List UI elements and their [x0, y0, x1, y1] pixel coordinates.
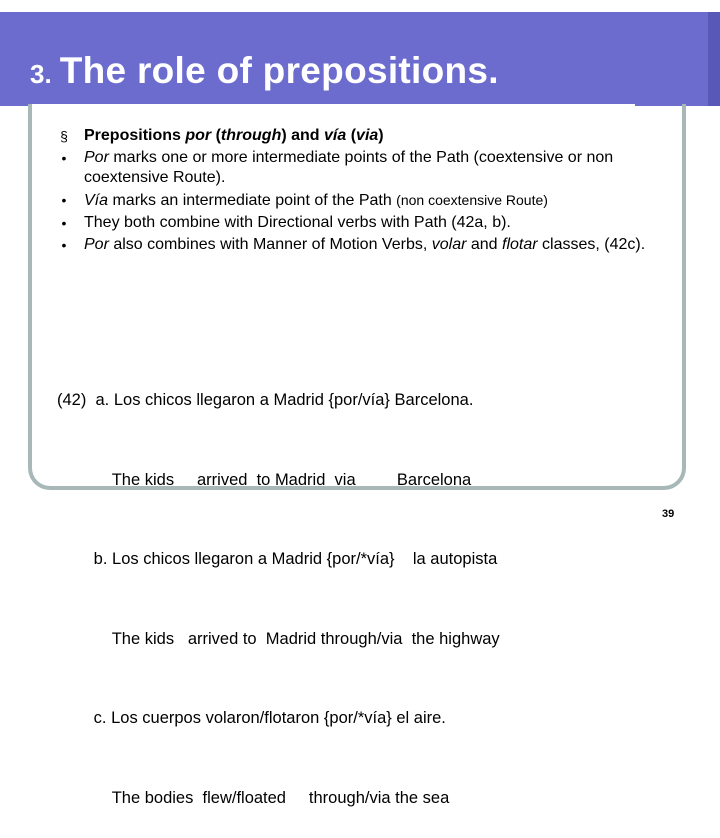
example-gloss-line: The bodies flew/floated through/via the sea: [57, 788, 450, 807]
bullet-dot-icon: •: [61, 215, 67, 231]
bullet-dot-icon: •: [61, 237, 67, 253]
example-gloss-line: The kids arrived to Madrid via Barcelona: [57, 470, 472, 489]
example-line: b. Los chicos llegaron a Madrid {por/*vía} la autopista: [57, 550, 498, 568]
bullet-text: Prepositions por (through) and vía (via): [84, 127, 384, 144]
bullet-item: [57, 126, 697, 146]
title-bar-shadow: [708, 12, 720, 106]
bullet-text: Por also combines with Manner of Motion Verbs, volar and flotar classes, (42c).: [84, 236, 646, 253]
slide-title-text: The role of prepositions.: [59, 50, 499, 91]
section-bullet-icon: §: [60, 128, 68, 144]
bullet-item: [57, 190, 697, 211]
bullet-dot-icon: •: [61, 192, 67, 208]
page-number: 39: [662, 508, 675, 520]
example-42: [57, 334, 677, 838]
bullet-text: Vía marks an intermediate point of the Path (non coextensive Route): [84, 192, 548, 209]
example-line: (42) a. Los chicos llegaron a Madrid {por/vía} Barcelona.: [57, 391, 474, 409]
bullet-item: [57, 235, 697, 255]
example-gloss-line: The kids arrived to Madrid through/via the highway: [57, 629, 500, 648]
title-bar: [0, 12, 720, 106]
bullet-list: [57, 126, 697, 257]
bullet-text: Por marks one or more intermediate points of the Path (coextensive or non coextensive Route).: [84, 149, 614, 186]
example-line: c. Los cuerpos volaron/flotaron {por/*vía} el aire.: [57, 709, 446, 727]
bullet-item: [57, 148, 697, 188]
bullet-text: They both combine with Directional verbs with Path (42a, b).: [84, 214, 511, 231]
bullet-dot-icon: •: [61, 150, 67, 166]
bullet-item: [57, 213, 697, 233]
slide-title: [30, 52, 499, 89]
slide-title-number: 3.: [30, 59, 52, 89]
